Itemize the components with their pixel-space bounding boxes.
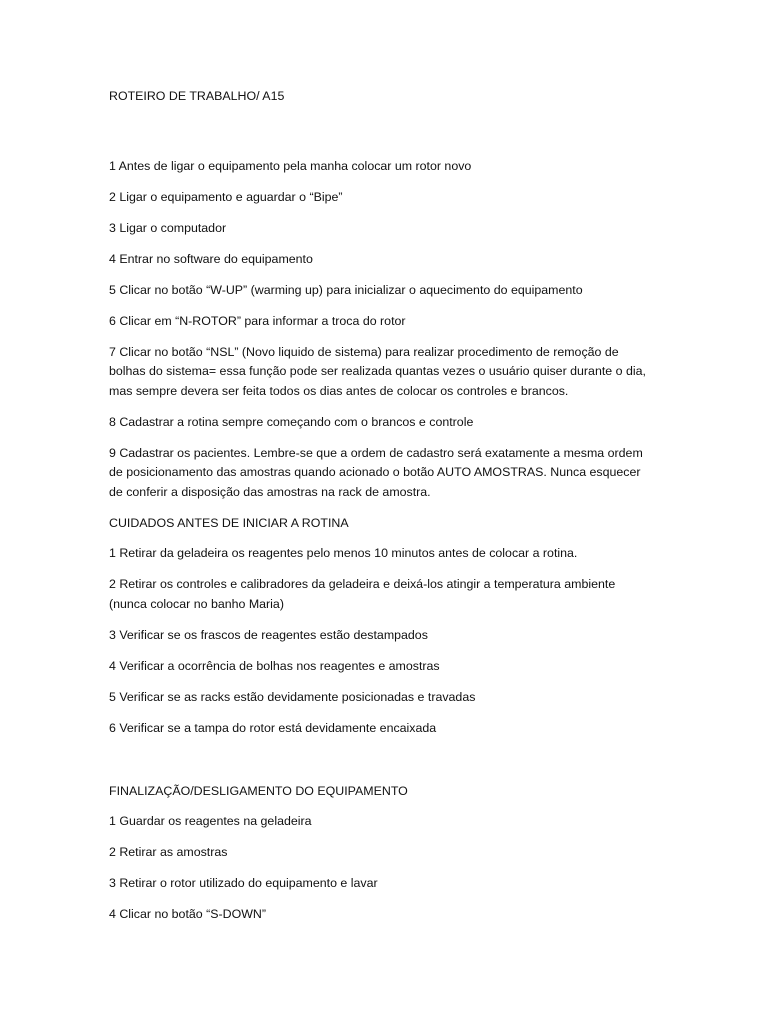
care-item: 5 Verificar se as racks estão devidamente posicionadas e travadas (109, 689, 476, 704)
steps-list (109, 157, 654, 503)
shutdown-section-heading: FINALIZAÇÃO/DESLIGAMENTO DO EQUIPAMENTO (109, 783, 408, 798)
shutdown-item: 2 Retirar as amostras (109, 845, 228, 859)
document-body (109, 87, 654, 936)
step-item: 4 Entrar no software do equipamento (109, 251, 313, 266)
step-item: 2 Ligar o equipamento e aguardar o “Bipe” (109, 189, 343, 204)
care-section-heading: CUIDADOS ANTES DE INICIAR A ROTINA (109, 515, 349, 530)
shutdown-list (109, 812, 654, 925)
step-item: 1 Antes de ligar o equipamento pela manha colocar um rotor novo (109, 158, 472, 173)
shutdown-item: 3 Retirar o rotor utilizado do equipamento e lavar (109, 876, 378, 890)
care-item: 1 Retirar da geladeira os reagentes pelo menos 10 minutos antes de colocar a rotina. (109, 546, 578, 560)
care-item: 3 Verificar se os frascos de reagentes estão destampados (109, 627, 428, 642)
section-spacer (109, 750, 654, 782)
shutdown-item: 1 Guardar os reagentes na geladeira (109, 814, 312, 828)
step-item: 5 Clicar no botão “W-UP” (warming up) para inicializar o aquecimento do equipamento (109, 282, 583, 297)
step-item: 3 Ligar o computador (109, 220, 227, 235)
shutdown-item: 4 Clicar no botão “S-DOWN” (109, 907, 266, 921)
step-item: 7 Clicar no botão “NSL” (Novo liquido de sistema) para realizar procedimento de remoção de bolhas do sistema= essa função pode ser realizada quantas vezes o usuário quiser durante o dia, mas sempre devera ser feita todos os dias antes de colocar os controles e brancos. (109, 344, 646, 398)
step-item: 6 Clicar em “N-ROTOR” para informar a troca do rotor (109, 313, 406, 328)
document-title: ROTEIRO DE TRABALHO/ A15 (109, 89, 285, 103)
care-item: 4 Verificar a ocorrência de bolhas nos reagentes e amostras (109, 658, 440, 673)
care-item: 2 Retirar os controles e calibradores da geladeira e deixá-los atingir a temperatura ambiente (nunca colocar no banho Maria) (109, 577, 616, 611)
step-item: 9 Cadastrar os pacientes. Lembre-se que a ordem de cadastro será exatamente a mesma ordem de posicionamento das amostras quando acionado o botão AUTO AMOSTRAS. Nunca esquecer de conferir a disposição das amostras na rack de amostra. (109, 445, 643, 499)
care-item: 6 Verificar se a tampa do rotor está devidamente encaixada (109, 720, 437, 735)
care-list (109, 544, 654, 738)
step-item: 8 Cadastrar a rotina sempre começando com o brancos e controle (109, 414, 474, 429)
